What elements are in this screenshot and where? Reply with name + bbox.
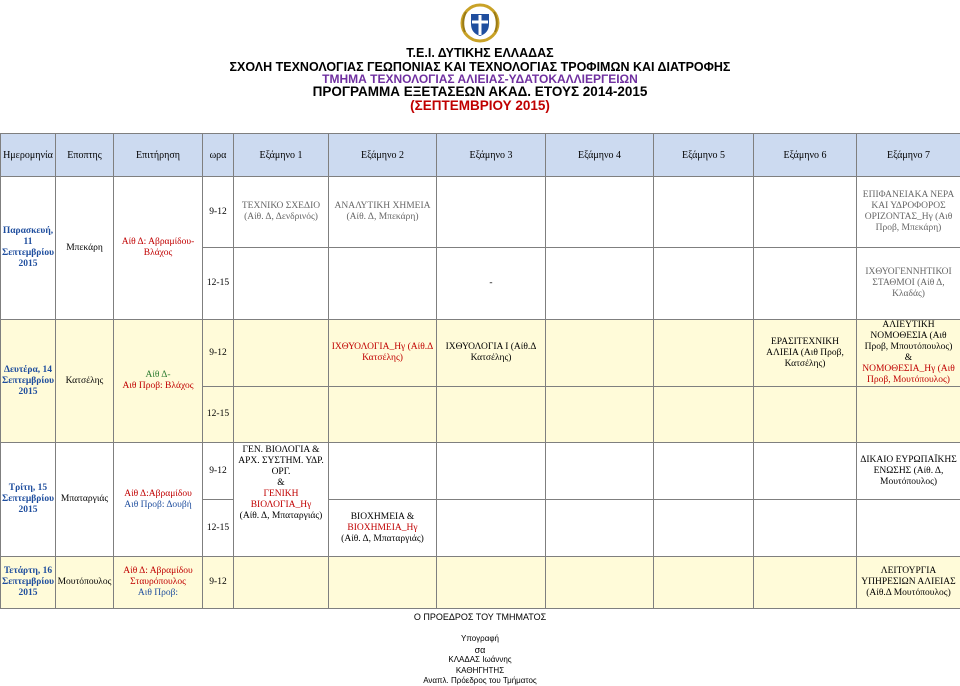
supervisor-cell: Μπεκάρη xyxy=(56,177,114,320)
exam-line: & xyxy=(277,478,285,488)
exam-cell: ΛΕΙΤΟΥΡΓΙΑ ΥΠΗΡΕΣΙΩΝ ΑΛΙΕΙΑΣ (Αίθ.Δ Μουτόπουλος) xyxy=(857,557,960,609)
exam-cell: ΑΝΑΛΥΤΙΚΗ ΧΗΜΕΙΑ (Αίθ. Δ, Μπεκάρη) xyxy=(329,177,437,248)
proctor-room-prov: Αιθ Προβ: Δουβή xyxy=(124,499,192,510)
exam-cell xyxy=(234,443,329,557)
exam-line: (Αίθ. Δ, Μπαταργιάς) xyxy=(341,533,424,544)
col-semester-1: Εξάμηνο 1 xyxy=(234,134,329,177)
empty-cell xyxy=(329,248,437,320)
col-date: Ημερομηνία xyxy=(1,134,56,177)
exam-cell: ΙΧΘΥΟΓΕΝΝΗΤΙΚΟΙ ΣΤΑΘΜΟΙ (Αίθ Δ, Κλαδάς) xyxy=(857,248,960,320)
empty-cell xyxy=(234,387,329,443)
exam-cell: ΔΙΚΑΙΟ ΕΥΡΩΠΑΪΚΗΣ ΕΝΩΣΗΣ (Αίθ. Δ, Μουτόπουλος) xyxy=(857,443,960,500)
empty-cell xyxy=(329,387,437,443)
time-cell: 9-12 xyxy=(203,557,234,609)
empty-cell xyxy=(546,248,654,320)
empty-cell xyxy=(754,557,857,609)
col-semester-4: Εξάμηνο 4 xyxy=(546,134,654,177)
empty-cell xyxy=(437,443,546,500)
empty-cell xyxy=(654,177,754,248)
time-cell: 12-15 xyxy=(203,500,234,557)
exam-cell: ΙΧΘΥΟΛΟΓΙΑ Ι (Αίθ.Δ Κατσέλης) xyxy=(437,320,546,387)
empty-cell xyxy=(754,248,857,320)
proctor-cell xyxy=(114,320,203,443)
header-row xyxy=(1,134,960,177)
institution-title: Τ.Ε.Ι. ΔΥΤΙΚΗΣ ΕΛΛΑΔΑΣ xyxy=(406,46,554,60)
empty-cell xyxy=(857,500,960,557)
proctor-cell xyxy=(114,557,203,609)
signatory-name: ΚΛΑΔΑΣ Ιωάννης xyxy=(448,655,512,664)
exam-line: (Αίθ. Δ, Μπαταργιάς) xyxy=(239,511,323,521)
empty-cell xyxy=(437,500,546,557)
time-cell: 12-15 xyxy=(203,248,234,320)
col-time: ωρα xyxy=(203,134,234,177)
empty-cell xyxy=(546,557,654,609)
col-supervisor: Εποπτης xyxy=(56,134,114,177)
empty-cell xyxy=(437,387,546,443)
signature-label: Υπογραφή xyxy=(460,634,499,643)
empty-cell xyxy=(654,500,754,557)
exam-cell: - xyxy=(437,248,546,320)
col-semester-2: Εξάμηνο 2 xyxy=(329,134,437,177)
empty-cell xyxy=(546,443,654,500)
empty-cell xyxy=(546,500,654,557)
col-semester-5: Εξάμηνο 5 xyxy=(654,134,754,177)
supervisor-cell: Μουτόπουλος xyxy=(56,557,114,609)
time-cell: 9-12 xyxy=(203,320,234,387)
exam-line: ΓΕΝΙΚΗ ΒΙΟΛΟΓΙΑ_Ηγ xyxy=(250,489,312,510)
proctor-cell: Αίθ Δ: Αβραμίδου-Βλάχος xyxy=(114,177,203,320)
col-proctor: Επιτήρηση xyxy=(114,134,203,177)
proctor-room-prov: Αιθ Προβ: xyxy=(137,588,179,598)
proctor-cell xyxy=(114,443,203,557)
department-title: ΤΜΗΜΑ ΤΕΧΝΟΛΟΓΙΑΣ ΑΛΙΕΙΑΣ-ΥΔΑΤΟΚΑΛΛΙΕΡΓΕΙΩΝ xyxy=(322,72,638,86)
period-title: (ΣΕΠΤΕΜΒΡΙΟΥ 2015) xyxy=(410,98,550,113)
exam-cell xyxy=(857,320,960,387)
proctor-room-prov: Αιθ Προβ: Βλάχος xyxy=(122,381,194,391)
exam-cell: ΙΧΘΥΟΛΟΓΙΑ_Ηγ (Αίθ.Δ Κατσέλης) xyxy=(329,320,437,387)
exam-schedule-table xyxy=(0,133,960,609)
date-cell: Δευτέρα, 14 Σεπτεμβρίου 2015 xyxy=(1,320,56,443)
exam-cell: ΕΠΙΦΑΝΕΙΑΚΑ ΝΕΡΑ ΚΑΙ ΥΔΡΟΦΟΡΟΣ ΟΡΙΖΟΝΤΑΣ_Ηγ (Αιθ Προβ, Μπεκάρη) xyxy=(857,177,960,248)
empty-cell xyxy=(546,387,654,443)
time-cell: 9-12 xyxy=(203,443,234,500)
empty-cell xyxy=(654,248,754,320)
empty-cell xyxy=(754,177,857,248)
exam-line: ΑΛΙΕΥΤΙΚΗ ΝΟΜΟΘΕΣΙΑ (Αιθ Προβ, Μπουτόπουλος) xyxy=(864,320,953,352)
supervisor-cell: Μπαταργιάς xyxy=(56,443,114,557)
exam-line: ΝΟΜΟΘΕΣΙΑ_Ηγ (Αιθ Προβ, Μουτόπουλος) xyxy=(862,364,955,385)
table-row xyxy=(1,320,960,387)
supervisor-cell: Κατσέλης xyxy=(56,320,114,443)
exam-cell xyxy=(329,500,437,557)
empty-cell xyxy=(546,320,654,387)
exam-line: ΒΙΟΧΗΜΕΙΑ_Ηγ xyxy=(347,522,418,533)
col-semester-6: Εξάμηνο 6 xyxy=(754,134,857,177)
signatory-role: Αναπλ. Πρόεδρος του Τμήματος xyxy=(423,676,537,685)
exam-line: ΓΕΝ. ΒΙΟΛΟΓΙΑ & ΑΡΧ. ΣΥΣΤΗΜ. ΥΔΡ. ΟΡΓ. xyxy=(238,445,324,477)
exam-cell: ΕΡΑΣΙΤΕΧΝΙΚΗ ΑΛΙΕΙΑ (Αιθ Προβ, Κατσέλης) xyxy=(754,320,857,387)
time-cell: 9-12 xyxy=(203,177,234,248)
empty-cell xyxy=(857,387,960,443)
empty-cell xyxy=(329,443,437,500)
empty-cell xyxy=(754,443,857,500)
date-cell: Παρασκευή, 11 Σεπτεμβρίου 2015 xyxy=(1,177,56,320)
table-row xyxy=(1,177,960,248)
date-cell: Τετάρτη, 16 Σεπτεμβρίου 2015 xyxy=(1,557,56,609)
exam-cell: ΤΕΧΝΙΚΟ ΣΧΕΔΙΟ (Αίθ. Δ, Δενδρινός) xyxy=(234,177,329,248)
signature-mark: σα xyxy=(474,645,486,655)
empty-cell xyxy=(654,443,754,500)
footer-title: Ο ΠΡΟΕΔΡΟΣ ΤΟΥ ΤΜΗΜΑΤΟΣ xyxy=(413,612,547,622)
proctor-room-d: Αίθ Δ: Αβραμίδου xyxy=(123,566,193,576)
empty-cell xyxy=(754,500,857,557)
empty-cell xyxy=(234,248,329,320)
empty-cell xyxy=(234,557,329,609)
exam-line: & xyxy=(904,353,913,363)
school-title: ΣΧΟΛΗ ΤΕΧΝΟΛΟΓΙΑΣ ΓΕΩΠΟΝΙΑΣ ΚΑΙ ΤΕΧΝΟΛΟΓΙΑΣ ΤΡΟΦΙΜΩΝ ΚΑΙ ΔΙΑΤΡΟΦΗΣ xyxy=(229,60,731,74)
empty-cell xyxy=(546,177,654,248)
date-cell: Τρίτη, 15 Σεπτεμβρίου 2015 xyxy=(1,443,56,557)
empty-cell xyxy=(654,387,754,443)
proctor-room-d: Αίθ Δ- xyxy=(145,370,171,380)
empty-cell xyxy=(437,177,546,248)
program-title: ΠΡΟΓΡΑΜΜΑ ΕΞΕΤΑΣΕΩΝ ΑΚΑΔ. ΕΤΟΥΣ 2014-2015 xyxy=(312,84,648,99)
signatory-rank: ΚΑΘΗΓΗΤΗΣ xyxy=(455,666,505,675)
empty-cell xyxy=(437,557,546,609)
table-row xyxy=(1,443,960,500)
empty-cell xyxy=(754,387,857,443)
table-row xyxy=(1,557,960,609)
empty-cell xyxy=(234,320,329,387)
time-cell: 12-15 xyxy=(203,387,234,443)
empty-cell xyxy=(329,557,437,609)
col-semester-7: Εξάμηνο 7 xyxy=(857,134,960,177)
proctor-extra: Σταυρόπουλος xyxy=(130,577,186,587)
exam-line: ΒΙΟΧΗΜΕΙΑ & xyxy=(350,511,415,522)
proctor-room-d: Αίθ Δ:Αβραμίδου xyxy=(124,488,192,499)
greek-emblem-icon xyxy=(457,2,503,46)
empty-cell xyxy=(654,557,754,609)
empty-cell xyxy=(654,320,754,387)
col-semester-3: Εξάμηνο 3 xyxy=(437,134,546,177)
